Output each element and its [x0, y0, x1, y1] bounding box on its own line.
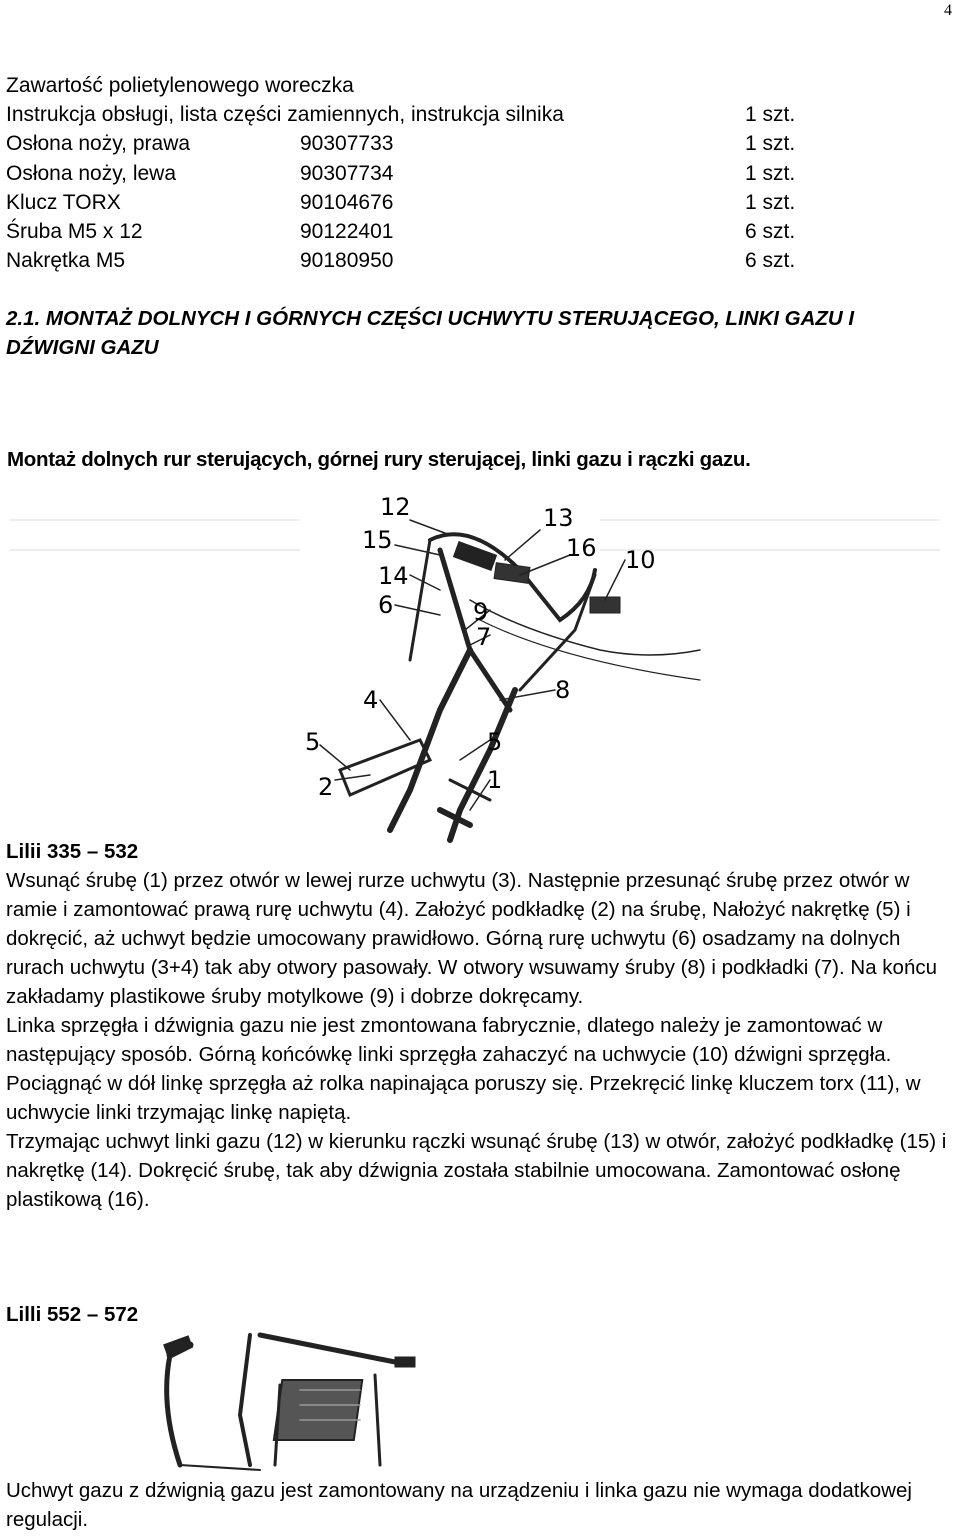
- item-name: Osłona noży, prawa: [6, 132, 191, 156]
- model-heading: Lilli 552 – 572: [6, 1303, 139, 1326]
- item-qty: 6 szt.: [745, 249, 796, 273]
- assembly-paragraph: Linka sprzęgła i dźwignia gazu nie jest zmontowana fabrycznie, dlatego należy je zamontować w następujący sposób. Górną końcówkę linki sprzęgła zahaczyć na uchwycie (10) dźwigni sprzęgła. Pociągnąć w dół linkę sprzęgła aż rolka napinająca poruszy się. Przekręcić linkę kluczem torx (11), w uchwycie linki trzymając linkę napiętą.: [6, 1014, 921, 1124]
- contents-row: [6, 188, 806, 217]
- lilii-335-532-section: [6, 837, 954, 1214]
- item-name: Instrukcja obsługi, lista części zamiennych, instrukcja silnika: [6, 103, 564, 127]
- contents-row: [6, 159, 806, 188]
- page-number: 4: [944, 2, 952, 19]
- assembly-paragraph: Trzymając uchwyt linki gazu (12) w kierunku rączki wsunąć śrubę (13) w otwór, założyć podkładkę (15) i nakrętkę (14). Dokręcić śrubę, tak aby dźwignia została stabilnie umocowana. Zamontować osłonę plastikową (16).: [6, 1130, 947, 1211]
- callout-8: 8: [555, 676, 571, 704]
- callout-16: 16: [566, 534, 597, 562]
- callout-12: 12: [380, 493, 411, 521]
- item-code: 90307733: [300, 132, 394, 156]
- assembly-paragraph: Wsunąć śrubę (1) przez otwór w lewej rurze uchwytu (3). Następnie przesunąć śrubę przez otwór w ramie i zamontować prawą rurę uchwytu (4). Założyć podkładkę (2) na śrubę, Nałożyć nakrętkę (5) i dokręcić, aż uchwyt będzie umocowany prawidłowo. Górną rurę uchwytu (6) osadzamy na dolnych rurach uchwytu (3+4) tak aby otwory pasowały. W otwory wsuwamy śruby (8) i podkładki (7). Na końcu zakładamy plastikowe śruby motylkowe (9) i dobrze dokręcamy.: [6, 869, 938, 1008]
- section-heading: 2.1. MONTAŻ DOLNYCH I GÓRNYCH CZĘŚCI UCHWYTU STERUJĄCEGO, LINKI GAZU I DŹWIGNI GAZU: [6, 307, 855, 359]
- item-qty: 1 szt.: [745, 132, 796, 156]
- callout-5-left: 5: [305, 728, 321, 756]
- contents-title-text: Zawartość polietylenowego woreczka: [6, 74, 354, 97]
- throttle-note-paragraph: Uchwyt gazu z dźwignią gazu jest zamontowany na urządzeniu i linka gazu nie wymaga dodatkowej regulacji.: [6, 1479, 912, 1531]
- callout-1: 1: [487, 766, 503, 794]
- callout-2: 2: [318, 773, 334, 801]
- contents-title: [6, 71, 806, 100]
- callout-6: 6: [378, 591, 394, 619]
- item-qty: 6 szt.: [745, 219, 796, 243]
- item-code: 90307734: [300, 161, 394, 185]
- item-name: Śruba M5 x 12: [6, 219, 143, 243]
- item-code: 90122401: [300, 219, 394, 243]
- lilli-552-572-note: [6, 1476, 954, 1534]
- throttle-handle-illustration: [140, 1325, 430, 1475]
- callout-10: 10: [625, 546, 656, 574]
- callout-9: 9: [473, 598, 489, 626]
- model-heading: Lilii 335 – 532: [6, 840, 139, 863]
- callout-5-right: 5: [487, 728, 503, 756]
- item-name: Klucz TORX: [6, 190, 121, 214]
- item-qty: 1 szt.: [745, 161, 796, 185]
- contents-row: [6, 129, 806, 158]
- item-name: Nakrętka M5: [6, 249, 126, 273]
- item-code: 90104676: [300, 190, 394, 214]
- callout-15: 15: [362, 526, 393, 554]
- contents-row: [6, 217, 806, 246]
- package-contents-list: [6, 71, 806, 275]
- contents-row: [6, 246, 806, 275]
- contents-row: [6, 100, 806, 129]
- callout-4: 4: [363, 686, 379, 714]
- item-qty: 1 szt.: [745, 103, 796, 127]
- callout-7: 7: [476, 623, 492, 651]
- item-code: 90180950: [300, 249, 394, 273]
- item-qty: 1 szt.: [745, 190, 796, 214]
- item-name: Osłona noży, lewa: [6, 161, 177, 185]
- callout-13: 13: [543, 504, 574, 532]
- handlebar-assembly-diagram: [0, 480, 960, 845]
- figure-caption: Montaż dolnych rur sterujących, górnej rury sterującej, linki gazu i rączki gazu.: [7, 448, 751, 471]
- callout-14: 14: [378, 562, 409, 590]
